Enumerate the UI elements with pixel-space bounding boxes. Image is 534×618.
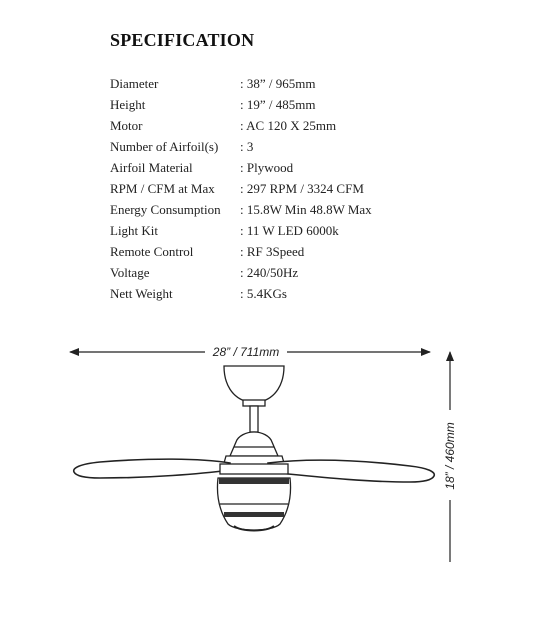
spec-row xyxy=(110,283,372,304)
spec-value: : 297 RPM / 3324 CFM xyxy=(240,181,364,196)
canopy-collar xyxy=(243,400,265,406)
width-dimension xyxy=(70,345,430,359)
spec-label: Nett Weight xyxy=(110,286,173,301)
height-label: 18” / 460mm xyxy=(443,422,457,490)
blade-hub xyxy=(220,464,288,474)
spec-label: Light Kit xyxy=(110,223,159,238)
fan-blade-left xyxy=(74,459,230,478)
spec-row xyxy=(110,136,372,157)
spec-row xyxy=(110,94,372,115)
spec-row xyxy=(110,199,372,220)
spec-table xyxy=(110,73,372,304)
spec-value: : 3 xyxy=(240,139,254,154)
light-band-top xyxy=(219,478,289,484)
spec-label: Motor xyxy=(110,118,143,133)
fan-canopy xyxy=(224,366,284,402)
spec-value: : 5.4KGs xyxy=(240,286,287,301)
ceiling-fan-drawing xyxy=(74,366,435,531)
spec-label: Number of Airfoil(s) xyxy=(110,139,219,154)
spec-row xyxy=(110,157,372,178)
spec-row xyxy=(110,262,372,283)
spec-value: : RF 3Speed xyxy=(240,244,305,259)
spec-label: Voltage xyxy=(110,265,150,280)
spec-value: : 11 W LED 6000k xyxy=(240,223,339,238)
spec-value: : Plywood xyxy=(240,160,294,175)
spec-row xyxy=(110,115,372,136)
spec-value: : 15.8W Min 48.8W Max xyxy=(240,202,372,217)
spec-row xyxy=(110,178,372,199)
motor-housing xyxy=(230,432,278,456)
width-label: 28” / 711mm xyxy=(212,345,280,359)
fan-diagram xyxy=(0,330,534,618)
spec-row xyxy=(110,220,372,241)
spec-label: Diameter xyxy=(110,76,159,91)
spec-value: : 38” / 965mm xyxy=(240,76,316,91)
spec-row xyxy=(110,73,372,94)
fan-blade-right xyxy=(268,460,434,482)
spec-label: Remote Control xyxy=(110,244,194,259)
spec-label: RPM / CFM at Max xyxy=(110,181,215,196)
height-dimension xyxy=(443,352,457,562)
spec-row xyxy=(110,241,372,262)
spec-value: : 240/50Hz xyxy=(240,265,299,280)
spec-value: : AC 120 X 25mm xyxy=(240,118,337,133)
light-band-bottom xyxy=(224,512,284,517)
spec-label: Energy Consumption xyxy=(110,202,221,217)
page-title: SPECIFICATION xyxy=(110,30,255,50)
downrod xyxy=(250,406,258,432)
spec-label: Height xyxy=(110,97,146,112)
spec-label: Airfoil Material xyxy=(110,160,193,175)
spec-value: : 19” / 485mm xyxy=(240,97,316,112)
